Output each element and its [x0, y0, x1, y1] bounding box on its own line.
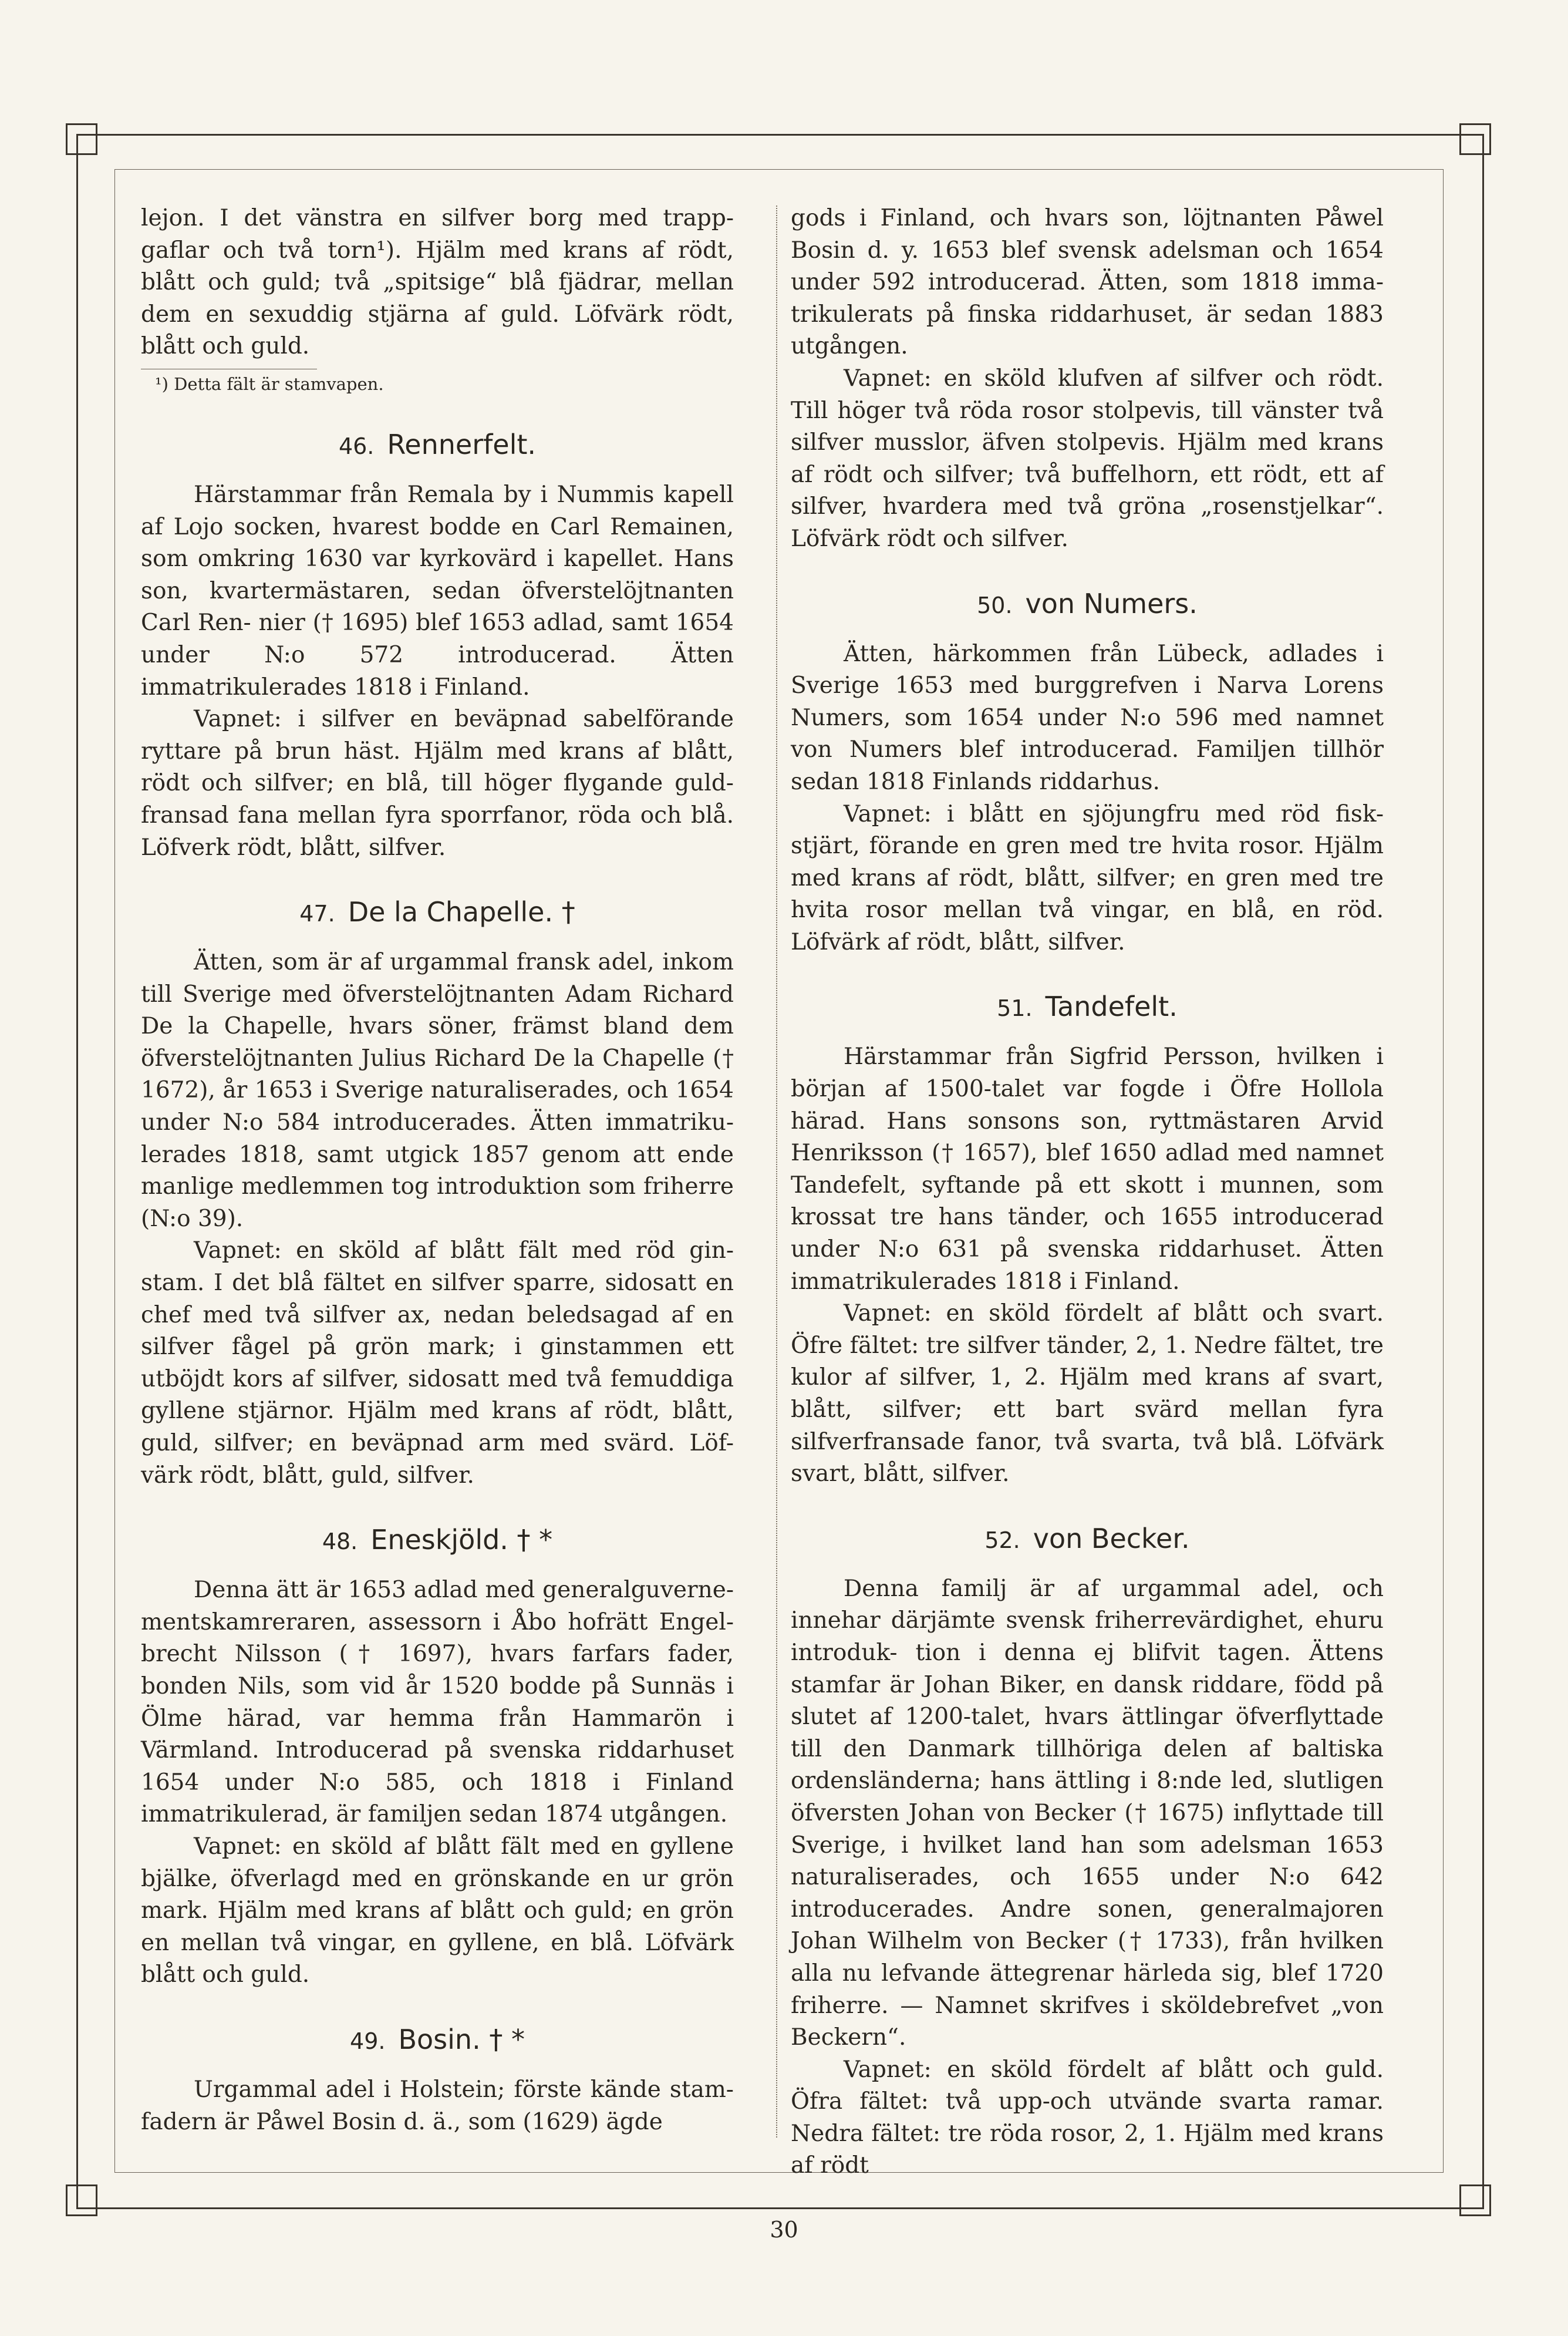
column-divider: [776, 206, 777, 2138]
paragraph: Vapnet: en sköld fördelt af blått och svart. Öfre fältet: tre silfver tänder, 2, 1. Nedre fältet, tre kulor af silfver, 1, 2. Hjälm med krans af svart, blått, silfver; ett bart svärd mellan fyra silfverfransade fanor, två svarta, två blå. Löfvärk svart, blått, silfver.: [791, 1300, 1384, 1487]
corner-ornament-top-right: [1459, 123, 1491, 155]
section-number: 50.: [977, 592, 1013, 618]
paragraph: Ätten, härkommen från Lübeck, adlades i Sverige 1653 med burggrefven i Narva Lorens Numers, som 1654 under N:o 596 med namnet von Numers blef introducerad. Familjen tillhör sedan 1818 Finlands riddarhus.: [791, 640, 1384, 795]
paragraph: gods i Finland, och hvars son, löjtnanten Påwel Bosin d. y. 1653 blef svensk adelsman och 1654 under 592 introducerad. Ätten, som 1818 imma- trikulerats på finska riddarhuset, är sedan 1883 utgången.: [791, 205, 1384, 360]
intro-paragraph: lejon. I det vänstra en silfver borg med trapp- gaflar och två torn¹). Hjälm med krans af rödt, blått och guld; två „spitsige“ blå fjädrar, mellan dem en sexuddig stjärna af guld. Löfvärk rödt, blått och guld.: [141, 205, 734, 360]
section-number: 51.: [997, 995, 1033, 1022]
paragraph: Härstammar från Remala by i Nummis kapell af Lojo socken, hvarest bodde en Carl Remainen, som omkring 1630 var kyrkovärd i kapellet. Hans son, kvartermästaren, sedan öfverstelöjtnanten Carl Ren- nier († 1695) blef 1653 adlad, samt 1654 under N:o 572 introducerad. Ätten immatrikulerades 1818 i Finland.: [141, 481, 734, 701]
paragraph: Vapnet: en sköld af blått fält med röd gin- stam. I det blå fältet en silfver sparre, sidosatt en chef med två silfver ax, nedan beledsagad af en silfver fågel på grön mark; i ginstammen ett utböjdt kors af silfver, sidosatt med två femuddiga gyllene stjärnor. Hjälm med krans af rödt, blått, guld, silfver; en beväpnad arm med svärd. Löf- värk rödt, blått, guld, silfver.: [141, 1237, 734, 1489]
paragraph: Ätten, som är af urgammal fransk adel, inkom till Sverige med öfverstelöjtnanten Adam Richard De la Chapelle, hvars söner, främst bland dem öfverstelöjtnanten Julius Richard De la Chapelle († 1672), år 1653 i Sverige naturaliserades, och 1654 under N:o 584 introducerades. Ätten immatriku- lerades 1818, samt utgick 1857 genom att ende manlige medlemmen tog introduktion som friherre (N:o 39).: [141, 949, 734, 1232]
section-title: von Becker.: [1033, 1522, 1190, 1554]
section-number: 47.: [299, 901, 335, 927]
paragraph: Vapnet: i silfver en beväpnad sabelförande ryttare på brun häst. Hjälm med krans af blått, rödt och silfver; en blå, till höger flygande guld- fransad fana mellan fyra sporrfanor, röda och blå. Löfverk rödt, blått, silfver.: [141, 706, 734, 861]
page-number: 30: [770, 2217, 798, 2243]
paragraph: Härstammar från Sigfrid Persson, hvilken i början af 1500-talet var fogde i Öfre Hollola härad. Hans sonsons son, ryttmästaren Arvid Henriksson († 1657), blef 1650 adlad med namnet Tandefelt, syftande på ett skott i munnen, som krossat tre hans tänder, och 1655 introducerad under N:o 631 på svenska riddarhuset. Ätten immatrikulerades 1818 i Finland.: [791, 1044, 1384, 1295]
section-title: Eneskjöld. † *: [370, 1524, 553, 1556]
section-title: Bosin. † *: [398, 2023, 525, 2055]
section-number: 46.: [338, 433, 375, 459]
paragraph: Vapnet: en sköld fördelt af blått och guld. Öfra fältet: två upp-och utvände svarta ramar. Nedra fältet: tre röda rosor, 2, 1. Hjälm med krans af rödt: [791, 2056, 1384, 2179]
right-column: [791, 203, 1384, 2182]
paragraph: Denna familj är af urgammal adel, och innehar därjämte svensk friherrevärdighet, ehuru introduk- tion i denna ej blifvit tagen. Ättens stamfar är Johan Biker, en dansk riddare, född på slutet af 1200-talet, hvars ättlingar öfverflyttade till den Danmark tillhöriga delen af baltiska ordensländerna; hans ättling i 8:nde led, slutligen öfversten Johan von Becker († 1675) inflyttade till Sverige, i hvilket land han som adelsman 1653 naturaliserades, och 1655 under N:o 642 introducerades. Andre sonen, generalmajoren Johan Wilhelm von Becker († 1733), från hvilken alla nu lefvande ättegrenar härleda sig, blef 1720 friherre. — Namnet skrifves i sköldebrefvet „von Beckern“.: [791, 1575, 1384, 2051]
paragraph: Vapnet: en sköld af blått fält med en gyllene bjälke, öfverlagd med en grönskande en ur grön mark. Hjälm med krans af blått och guld; en grön en mellan två vingar, en gyllene, en blå. Löfvärk blått och guld.: [141, 1833, 734, 1988]
section-heading-51: [791, 989, 1384, 1026]
section-heading-47: [141, 894, 734, 931]
section-title: De la Chapelle. †: [348, 896, 575, 928]
paragraph: Vapnet: en sköld klufven af silfver och rödt. Till höger två röda rosor stolpevis, till vänster två silfver musslor, äfven stolpevis. Hjälm med krans af rödt och silfver; två buffelhorn, ett rödt, ett af silfver, hvardera med två gröna „rosenstjelkar“. Löfvärk rödt och silfver.: [791, 365, 1384, 552]
section-title: Rennerfelt.: [387, 428, 537, 460]
section-heading-50: [791, 586, 1384, 623]
left-column: [141, 203, 734, 2138]
footnote: ¹) Detta fält är stamvapen.: [155, 373, 384, 394]
paragraph: Urgammal adel i Holstein; förste kände stam- fadern är Påwel Bosin d. ä., som (1629) ägde: [141, 2076, 734, 2135]
corner-ornament-bottom-left: [66, 2184, 97, 2216]
section-number: 52.: [984, 1527, 1020, 1553]
section-number: 48.: [322, 1529, 358, 1555]
section-heading-49: [141, 2022, 734, 2059]
corner-ornament-top-left: [66, 123, 97, 155]
section-heading-46: [141, 427, 734, 464]
section-heading-48: [141, 1522, 734, 1559]
section-number: 49.: [350, 2028, 386, 2054]
paragraph: Vapnet: i blått en sjöjungfru med röd fisk- stjärt, förande en gren med tre hvita rosor. Hjälm med krans af rödt, blått, silfver; en gren med tre hvita rosor mellan två vingar, en blå, en röd. Löfvärk af rödt, blått, silfver.: [791, 800, 1384, 955]
corner-ornament-bottom-right: [1459, 2184, 1491, 2216]
section-title: Tandefelt.: [1045, 991, 1178, 1023]
section-heading-52: [791, 1521, 1384, 1558]
paragraph: Denna ätt är 1653 adlad med generalguverne- mentskamreraren, assessorn i Åbo hofrätt Engel- brecht Nilsson († 1697), hvars farfars fader, bonden Nils, som vid år 1520 bodde på Sunnäs i Ölme härad, var hemma från Hammarön i Värmland. Introducerad på svenska riddarhuset 1654 under N:o 585, och 1818 i Finland immatrikulerad, är familjen sedan 1874 utgången.: [141, 1577, 734, 1828]
section-title: von Numers.: [1025, 587, 1198, 620]
